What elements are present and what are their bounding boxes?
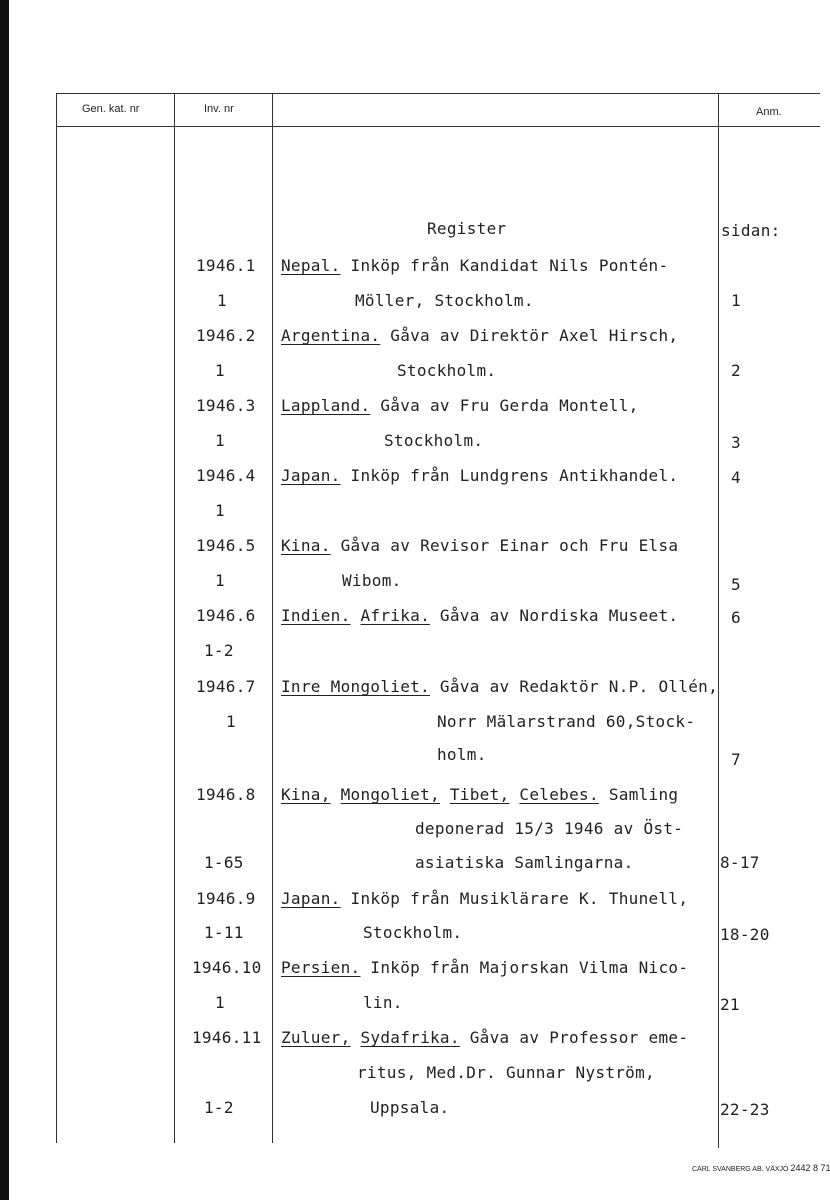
entry-line-1: Kina. Gåva av Revisor Einar och Fru Elsa <box>281 536 679 555</box>
page-ref: 6 <box>731 608 741 627</box>
divider-gen-inv <box>174 93 175 1143</box>
entry-line-1: Indien. Afrika. Gåva av Nordiska Museet. <box>281 606 679 625</box>
place-name: Kina, <box>281 785 331 804</box>
entry-line-1: Zuluer, Sydafrika. Gåva av Professor eme- <box>281 1028 689 1047</box>
place-name: Kina. <box>281 536 331 555</box>
place-name: Celebes. <box>519 785 599 804</box>
entry-line-3: Uppsala. <box>370 1098 450 1117</box>
entry-line-1: Lappland. Gåva av Fru Gerda Montell, <box>281 396 639 415</box>
printer-name: CARL SVANBERG AB. VÄXJÖ <box>692 1166 789 1173</box>
inv-number: 1946.11 <box>192 1028 262 1047</box>
column-header-anm: Anm. <box>756 106 782 118</box>
header-bottom-rule <box>56 126 820 127</box>
page-ref: 4 <box>731 468 741 487</box>
entry-line-2: Stockholm. <box>384 431 484 450</box>
entry-line-2: Möller, Stockholm. <box>355 291 534 310</box>
entry-line-3: asiatiska Samlingarna. <box>415 853 634 872</box>
inv-number: 1946.4 <box>196 466 256 485</box>
inv-number: 1946.6 <box>196 606 256 625</box>
entry-line-1: Kina, Mongoliet, Tibet, Celebes. Samling <box>281 785 679 804</box>
entry-line-2: Stockholm. <box>363 923 463 942</box>
place-name: Lappland. <box>281 396 371 415</box>
item-count: 1 <box>215 571 225 590</box>
place-name: Indien. <box>281 606 351 625</box>
inv-number: 1946.2 <box>196 326 256 345</box>
inv-number: 1946.8 <box>196 785 256 804</box>
entry-line-1: Argentina. Gåva av Direktör Axel Hirsch, <box>281 326 679 345</box>
page-ref: 8-17 <box>720 853 760 872</box>
place-name: Sydafrika. <box>360 1028 460 1047</box>
entry-line-2: ritus, Med.Dr. Gunnar Nyström, <box>357 1063 655 1082</box>
entry-line-2: Stockholm. <box>397 361 497 380</box>
column-header-gen-kat-nr: Gen. kat. nr <box>82 103 140 115</box>
entry-line-2: Norr Mälarstrand 60,Stock- <box>437 712 696 731</box>
place-name: Afrika. <box>360 606 430 625</box>
item-count: 1 <box>215 993 225 1012</box>
entry-line-1: Inre Mongoliet. Gåva av Redaktör N.P. Ollén, <box>281 677 719 696</box>
item-count: 1 <box>217 291 227 310</box>
inv-number: 1946.7 <box>196 677 256 696</box>
item-count: 1 <box>215 501 225 520</box>
place-name: Japan. <box>281 466 341 485</box>
place-name: Japan. <box>281 889 341 908</box>
inv-number: 1946.3 <box>196 396 256 415</box>
entry-line-2: Wibom. <box>342 571 402 590</box>
place-name: Tibet, <box>449 785 510 804</box>
item-count: 1-65 <box>204 853 244 872</box>
item-count: 1-2 <box>204 641 234 660</box>
divider-text-anm <box>718 93 719 1148</box>
entry-line-2: lin. <box>363 993 403 1012</box>
inv-number: 1946.10 <box>192 958 262 977</box>
place-name: Inre Mongoliet. <box>281 677 430 696</box>
inv-number: 1946.9 <box>196 889 256 908</box>
item-count: 1 <box>226 712 236 731</box>
printer-imprint <box>692 1163 830 1173</box>
place-name: Nepal. <box>281 256 341 275</box>
page-ref: 21 <box>720 995 740 1014</box>
item-count: 1 <box>215 361 225 380</box>
left-margin-bar <box>0 0 9 1200</box>
form-code: 2442 8 71 <box>790 1163 830 1173</box>
sidan-label: sidan: <box>721 221 781 240</box>
page-ref: 3 <box>731 433 741 452</box>
header-top-rule <box>56 93 820 94</box>
entry-line-3: holm. <box>437 745 487 764</box>
divider-inv-text <box>272 93 273 1143</box>
page-ref: 7 <box>731 750 741 769</box>
entry-line-1: Japan. Inköp från Musiklärare K. Thunell, <box>281 889 689 908</box>
inv-number: 1946.5 <box>196 536 256 555</box>
page-ref: 2 <box>731 361 741 380</box>
page-ref: 5 <box>731 575 741 594</box>
page-ref: 22-23 <box>720 1100 770 1119</box>
page-ref: 18-20 <box>720 925 770 944</box>
item-count: 1-2 <box>204 1098 234 1117</box>
register-title: Register <box>427 219 507 238</box>
place-name: Zuluer, <box>281 1028 351 1047</box>
place-name: Argentina. <box>281 326 381 345</box>
entry-line-1: Persien. Inköp från Majorskan Vilma Nico- <box>281 958 689 977</box>
place-name: Persien. <box>281 958 361 977</box>
left-border <box>56 93 57 1143</box>
place-name: Mongoliet, <box>340 785 440 804</box>
entry-line-2: deponerad 15/3 1946 av Öst- <box>415 819 684 838</box>
entry-line-1: Nepal. Inköp från Kandidat Nils Pontén- <box>281 256 669 275</box>
page-ref: 1 <box>731 291 741 310</box>
column-header-inv-nr: Inv. nr <box>204 103 234 115</box>
item-count: 1-11 <box>204 923 244 942</box>
inv-number: 1946.1 <box>196 256 256 275</box>
item-count: 1 <box>215 431 225 450</box>
entry-line-1: Japan. Inköp från Lundgrens Antikhandel. <box>281 466 679 485</box>
